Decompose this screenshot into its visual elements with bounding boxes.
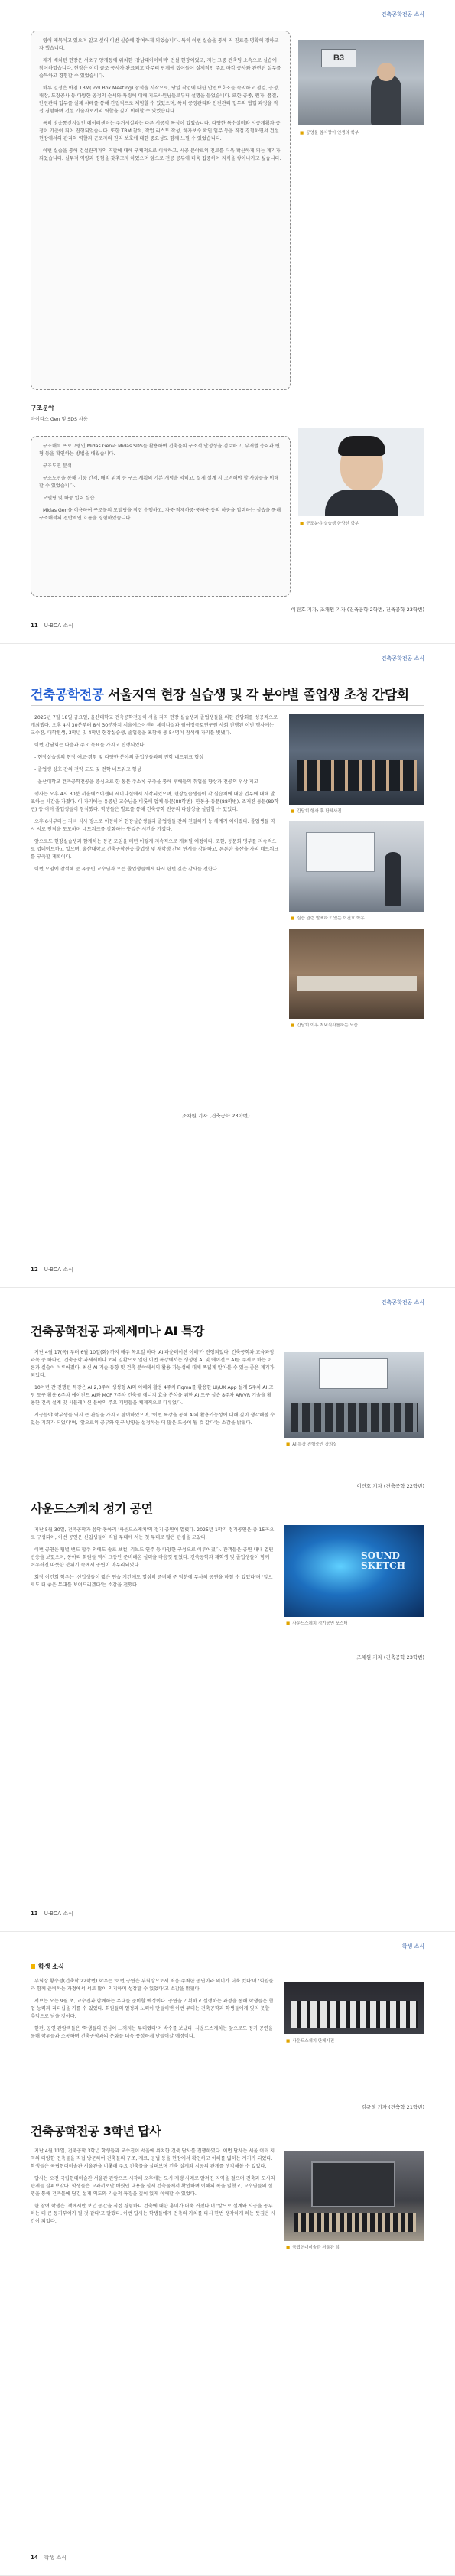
page-number: 12	[31, 1267, 38, 1273]
structure-body	[39, 443, 282, 522]
paragraph: 이번 간담회는 다음과 주요 목표를 가지고 진행되었다:	[34, 743, 146, 748]
paragraph: 서브는 오는 9월 초, 교수진과 함께하는 무대를 준비할 예정이다. 공연을 기획하고 실행하는 과정을 통해 학생들은 협업 능력과 리더십을 기를 수 있었다. 회원들의 열정과 노력이 만들어낸 이번 무대는 건축공학과 학생들에게 잊지 못할 추억으로 남을 것이다.	[31, 1999, 274, 2019]
paragraph: 10여년 간 진행된 특강은 AI 2,3주차 생성형 AI의 이해와 활용 4주차 Figma를 활용한 UI/UX App 설계 5주차 AI 코딩 도구 활용 6주차 에이전트 AI와 MCP 7주차 건축물 에너지 효율 분석을 위한 AI 도구 실습 8주차 AR/VR 기술을 활용한 건축 설계 및 시뮬레이션 분야의 주요 개념들을 체계적으로 다루었다.	[31, 1385, 274, 1406]
paragraph: - 졸업생 상호 간의 전략 도모 및 전학 네트워크 형성	[34, 767, 141, 772]
page-footer	[31, 1266, 73, 1273]
presenter	[385, 852, 401, 906]
club-group-photo	[284, 1982, 424, 2034]
photo-caption: ■ 간담회 이후 저녁식사를하는 모습	[291, 1023, 358, 1028]
museum-photo	[284, 2151, 424, 2241]
people-row	[297, 760, 417, 791]
paragraph: 제가 배치된 현장은 서초구 양재동에 위치한 '강남대아이비비' 건설 현장이었고, 저는 그중 건축팀 소속으로 실습에 참여하였습니다. 현장은 이미 골조 공사가 완료되고 마무리 단계에 접어들어 실제적인 주요 마감 공사와 관련된 실무를 습득하고 경험할 수 있었습니다.	[39, 58, 281, 79]
person-head	[377, 63, 395, 81]
section-tag: 건축공학전공 소식	[381, 1299, 424, 1306]
paragraph: 하루 일정은 아침 TBM(Tool Box Meeting) 참석을 시작으로, 당일 작업에 대한 안전보호조를 숙지하고 점검, 공정, 내장, 도장공사 등 다양한 공정의 순서와 특징에 대해 지도사원님들로부터 설명을 들었습니다. 또한 공종, 원가, 품질, 안전관리 업무를 실제 사례를 통해 간접적으로 체험할 수 있었으며, 특히 공정관리와 안전관리 업무의 협업 과정을 직접 경험하며 건설 기술자로서의 역할을 깊이 이해할 수 있었습니다.	[39, 86, 280, 114]
paragraph: 구조도면을 통해 기둥 간격, 배치 위치 등 구조 계획의 기본 개념을 익히고, 실제 설계 시 고려해야 할 사항들을 이해할 수 있었습니다.	[39, 476, 279, 489]
paragraph: 2025년 7월 18일 금요일, 울산대학교 건축공학전공이 서울 지역 현장 실습생과 졸업생들을 위한 간담회를 성공적으로 개최했다. 오후 4시 30분부터 8시 30분까지 서울에스이센터 세미나실과 월여정국토연구원 사회 진행된 이번 행사에는 교수진, 대학원생, 3학년 및 4학년 현장실습생, 졸업생을 포함해 총 54명이 참석해 자리를 빛냈다.	[31, 715, 278, 736]
club-members	[291, 2001, 418, 2028]
internship-text-box	[31, 31, 291, 390]
paragraph: 한편, 공연 관람객들은 '학생들의 진심이 느껴지는 무대였다'며 박수를 보냈다. 사운드스케치는 앞으로도 정기 공연을 통해 학우들과 소통하며 건축공학과의 문화를 더욱 풍성하게 만들어갈 예정이다.	[31, 2026, 273, 2039]
paragraph: 지난 4월 17(목) 부터 6월 10일(화) 까지 매주 목요일 마다 'AI 파운데이션 이해'가 진행되었다. 건축공학과 교육과정 과목 중 하나인 '건축공학 과제세미나 2'의 일환으로 열린 이번 특강에서는 생성형 AI 및 에이전트 AI를 주제로 하는 이론과 실습이 이루어졌다. 최신 AI 기술 동향 및 건축 분야에서의 활용 가능성에 대해 폭넓게 알아볼 수 있는 좋은 계기가 되었다.	[31, 1350, 275, 1378]
site-photo	[298, 40, 424, 125]
concert-poster	[284, 1525, 424, 1617]
paragraph: 이번 모임에 참석해 준 유중빈 교수님과 모든 졸업생들에게 다시 한번 깊은 감사를 전한다.	[34, 867, 219, 872]
structure-text-box	[31, 436, 291, 597]
article-body	[31, 1349, 275, 1432]
byline: 이건호 기자 (건축공학 22학번)	[356, 1483, 424, 1489]
paragraph: 앞으로도 현장실습생과 함께하는 동문 모임을 매년 어떻게 지속적으로 개최될 예정이다. 또한, 동문회 명부를 지속적으로 업데이트하고 있으며, 울산대학교 건축공학전공 졸업생 및 재학생 간의 연계를 강화하고, 튼튼한 울산을 자의 네트워크를 구축할 계획이다.	[31, 839, 279, 860]
article-body	[31, 1527, 275, 1594]
students-row	[291, 1403, 418, 1432]
title-dept: 건축공학전공	[31, 688, 104, 703]
presentation-photo	[289, 821, 424, 912]
section-tag: 건축공학전공 소식	[381, 11, 424, 18]
photo-caption: ■ AI 특강 진행중인 강의실	[286, 1442, 337, 1447]
person-silhouette	[371, 74, 401, 125]
page-footer	[31, 1910, 73, 1917]
page-footer	[31, 2554, 67, 2561]
page-14	[0, 1932, 455, 2576]
paragraph: - 울산대학교 건축공학전공을 중심으로 한 동문 주소록 구축을 통해 후배들의 취업을 향상과 전공의 위상 제고	[34, 779, 258, 785]
portrait-shirt	[325, 490, 398, 516]
visitors-row	[294, 2213, 416, 2232]
paragraph: 영어 제목이고 있으며 알고 싶어 이번 실습에 참여하게 되었습니다. 특히 이번 실습을 통해 저 진로를 명확히 정하고자 했습니다.	[39, 38, 279, 51]
caption-text: 간담회 이후 저녁식사를하는 모습	[297, 1023, 358, 1028]
caption-text: 공영불 참사랑이 인생의 학부	[306, 131, 359, 135]
paragraph: Midas Gen을 이용하여 구조물의 모델링을 직접 수행하고, 자중·적재하중·풍하중 등의 하중을 입력하는 실습을 통해 구조해석의 전반적인 흐름을 경험하였습니다.	[39, 508, 281, 521]
caption-text: 사운드스케치 단체사진	[292, 2039, 335, 2044]
paragraph: 오후 6시부터는 저녁 식사 장소로 이동하여 현장실습생들과 졸업생들 간의 친밀하기 능 체계가 이어졌다. 졸업생들 역시 서로 인적을 도모하며 네트워크를 강화하는 뜻깊은 시간을 가졌다.	[31, 819, 275, 832]
page-11	[0, 0, 455, 644]
section-tag: 건축공학전공 소식	[381, 655, 424, 662]
lecture-screen	[319, 1358, 388, 1389]
caption-text: AI 특강 진행중인 강의실	[292, 1442, 337, 1447]
byline: 김규영 기자 (건축학 21학번)	[361, 2104, 424, 2110]
caption-text: 사운드스케치 정기공연 포스터	[292, 1621, 348, 1626]
photo-caption: ■ 사운드스케치 정기공연 포스터	[286, 1621, 348, 1626]
footer-label: 학생 소식	[44, 2555, 67, 2561]
page-13	[0, 1288, 455, 1932]
byline: 조채원 기자 (건축공학 23학번)	[356, 1654, 424, 1660]
caption-text: 국립현대미술관 서울관 앞	[292, 2246, 340, 2250]
title-rest: 서울지역 현장 실습생 및 각 분야별 졸업생 초청 간담회	[103, 688, 409, 703]
paragraph: 특히 방송통신시설인 데이터센터는 주거시설과는 다른 시공적 특성이 있었습니다. 다양한 특수설비와 시공계획과 공정이 기준이 되어 진행되었습니다. 또한 TBM 참석, 작업 리스트 작성, 하자보수 확인 업무 등을 직접 경험하면서 건설 현장에서의 관리의 역할과 근로자의 권리 보호에 대한 중요성도 함께 느낄 수 있었습니다.	[39, 121, 281, 141]
section-sub: 마이다스 Gen 및 SDS 사용	[31, 417, 88, 422]
photo-caption: ■ 실습 관련 발표하고 있는 이건호 학우	[291, 916, 365, 921]
article-title: 건축공학전공 3학년 답사	[31, 2124, 161, 2139]
paragraph: 시공분야 학부생들 역시 큰 관심을 가지고 참여하였으며, '이번 특강을 통해 AI의 활용가능성에 대해 깊이 생각해볼 수 있는 기회가 되었다'며, '앞으로의 공부와 연구 방향을 설정하는 데 많은 도움이 될 것 같다'는 소감을 밝혔다.	[31, 1413, 275, 1426]
b3-label: B3	[333, 54, 345, 63]
footer-label: U-BOA 소식	[44, 623, 73, 629]
portrait-hair	[338, 436, 385, 456]
paragraph: 행사는 오후 4시 30분 서울에스이센터 세미나실에서 시작되었으며, 현장실습생들이 각 실습처에 대한 업무에 대해 발표하는 시간을 가졌다. 이 자리에는 유중빈 교수님을 비롯해 업체 동문(88학번), 한동용 동문(88학번), 조재진 동문(89학번) 등 여러 졸업생들이 참석했다. 학생들은 발표를 통해 건축공학 전공의 다양성을 실감할 수 있었다.	[31, 792, 279, 812]
page-footer	[31, 622, 73, 629]
paragraph: 회장 이건희 학우는 '신입생들이 짧은 연습 기간에도 열심히 준비해 준 덕분에 무사히 공연을 마칠 수 있었다'며 '앞으로도 더 좋은 무대를 보여드리겠다'는 소감을 전했다.	[31, 1575, 273, 1588]
internship-body	[39, 37, 282, 163]
structure-section	[31, 401, 291, 422]
page-number: 13	[31, 1911, 38, 1917]
article-title	[31, 684, 409, 703]
dinner-photo	[289, 929, 424, 1019]
paragraph: 답사는 오전 국립현대미술관 서울관 관람으로 시작해 오후에는 도시 재생 사례로 알려진 지역을 걸으며 건축과 도시의 관계를 살펴보았다. 학생들은 교과서로만 배웠던 내용을 실제 건축물에서 확인하며 이해의 폭을 넓혔고, 교수님들의 설명을 통해 건축물에 담긴 설계 의도와 기술적 특징을 깊이 있게 이해할 수 있었다.	[31, 2176, 275, 2197]
article-body	[31, 714, 279, 878]
badge-text: 학생 소식	[38, 1963, 64, 1970]
portrait-photo	[298, 428, 424, 516]
paragraph: 부회장 황수성(건축학 22학번) 학우는 '이번 공연은 부회장으로서 처음 주최한 공연이라 의미가 더욱 컸다'며 '회원들과 함께 준비하는 과정에서 서로 많이 의지하며 성장할 수 있었다'고 소감을 밝혔다.	[31, 1979, 274, 1992]
page-12	[0, 644, 455, 1288]
museum-facade	[311, 2161, 395, 2207]
article-body	[31, 1978, 275, 2045]
section-label: 구조분야	[31, 405, 54, 411]
group-photo	[289, 714, 424, 805]
caption-text: 실습 관련 발표하고 있는 이건호 학우	[297, 916, 365, 921]
paragraph: 지난 4월 11일, 건축공학 3학년 학생들과 교수진이 서울에 위치한 건축 답사를 진행하였다. 이번 답사는 서울 여러 지역의 다양한 건축물을 직접 방문하여 건축물의 구조, 재료, 공법 등을 현장에서 확인하고 이해를 넓히는 계기가 되었다. 학생들은 국립현대미술관 서울관을 비롯해 주요 건축물을 살펴보며 건축 설계와 시공의 관계를 생각해볼 수 있었다.	[31, 2148, 275, 2169]
photo-caption: ■ 국립현대미술관 서울관 앞	[286, 2246, 340, 2250]
title-divider	[31, 705, 424, 706]
lecture-photo	[284, 1352, 424, 1438]
article-body	[31, 2148, 275, 2230]
paragraph: 구조도면 분석	[43, 463, 72, 469]
byline: 이건호 기자, 조채원 기자 (건축공학 2학번, 건축공학 23학번)	[291, 607, 424, 613]
photo-caption: ■ 간담회 행사 후 단체사진	[291, 809, 342, 814]
caption-text: 구조분야 실습생 한양선 학부	[306, 522, 359, 526]
dinner-table	[297, 976, 417, 991]
paragraph: 지난 5월 30일, 건축공학과 음악 동아리 '사운드스케치'의 정기 공연이 열렸다. 2025년 1학기 정기공연은 총 15곡으로 구성되어, 이번 공연은 신입생들이 직접 무대에 서는 첫 무대로 많은 관심을 모았다.	[31, 1527, 275, 1540]
section-tag: 학생 소식	[401, 1943, 424, 1950]
projector-screen	[306, 832, 375, 872]
b3-sign	[321, 49, 356, 67]
photo-caption: ■ 구조분야 실습생 한양선 학부	[300, 522, 359, 526]
paragraph: 이번 실습을 통해 건설관리자의 역할에 대해 구체적으로 이해하고, 시공 분야로의 진로를 더욱 확신하게 되는 계기가 되었습니다. 실무적 역량과 경험을 갖추고자 하였으며 앞으로 전공 공부에 더욱 집중하여 지식을 쌓아나가고 싶습니다.	[39, 148, 281, 161]
paragraph: - 현장실습생의 현장 애로·경험 및 다양한 분야의 졸업생들과의 진학 네트워크 형성	[34, 755, 204, 760]
caption-text: 간담회 행사 후 단체사진	[297, 809, 342, 814]
article-title: 사운드스케치 정기 공연	[31, 1501, 153, 1516]
article-title: 건축공학전공 과제세미나 AI 특강	[31, 1324, 204, 1338]
photo-caption: ■ 공영불 참사랑이 인생의 학부	[300, 131, 359, 135]
photo-caption: ■ 사운드스케치 단체사진	[286, 2039, 335, 2044]
page-number: 14	[31, 2555, 38, 2561]
footer-label: U-BOA 소식	[44, 1911, 73, 1917]
paragraph: 구조해석 프로그램인 Midas Gen과 Midas SDS를 활용하여 건축물의 구조적 안정성을 검토하고, 부재별 응력과 변형 등을 확인하는 방법을 배웠습니다.	[39, 444, 280, 457]
footer-label: U-BOA 소식	[44, 1267, 73, 1273]
poster-title-art: SOUND SKETCH	[361, 1550, 406, 1571]
page-number: 11	[31, 623, 38, 629]
byline: 조채원 기자 (건축공학 23학번)	[182, 1113, 250, 1119]
paragraph: 한 참여 학생은 '책에서만 보던 공간을 직접 경험하니 건축에 대한 흥미가 더욱 커졌다'며 '앞으로 설계와 시공을 공부하는 데 큰 동기부여가 될 것 같다'고 말했다. 이번 답사는 학생들에게 건축의 가치를 다시 한번 생각하게 하는 뜻깊은 시간이 되었다.	[31, 2204, 275, 2224]
paragraph: 모델링 및 하중 입력 실습	[43, 496, 95, 501]
paragraph: 이번 공연은 팀별 밴드 합주 외에도 솔로 보컬, 키보드 연주 등 다양한 구성으로 이루어졌다. 관객들은 공연 내내 열띤 반응을 보였으며, 동아리 회원들 역시 그동안 준비해온 실력을 마음껏 펼쳤다. 건축공학과 재학생 및 졸업생들이 함께 어우러진 따뜻한 분위기 속에서 공연이 마무리되었다.	[31, 1547, 274, 1568]
section-badge	[31, 1963, 64, 1971]
